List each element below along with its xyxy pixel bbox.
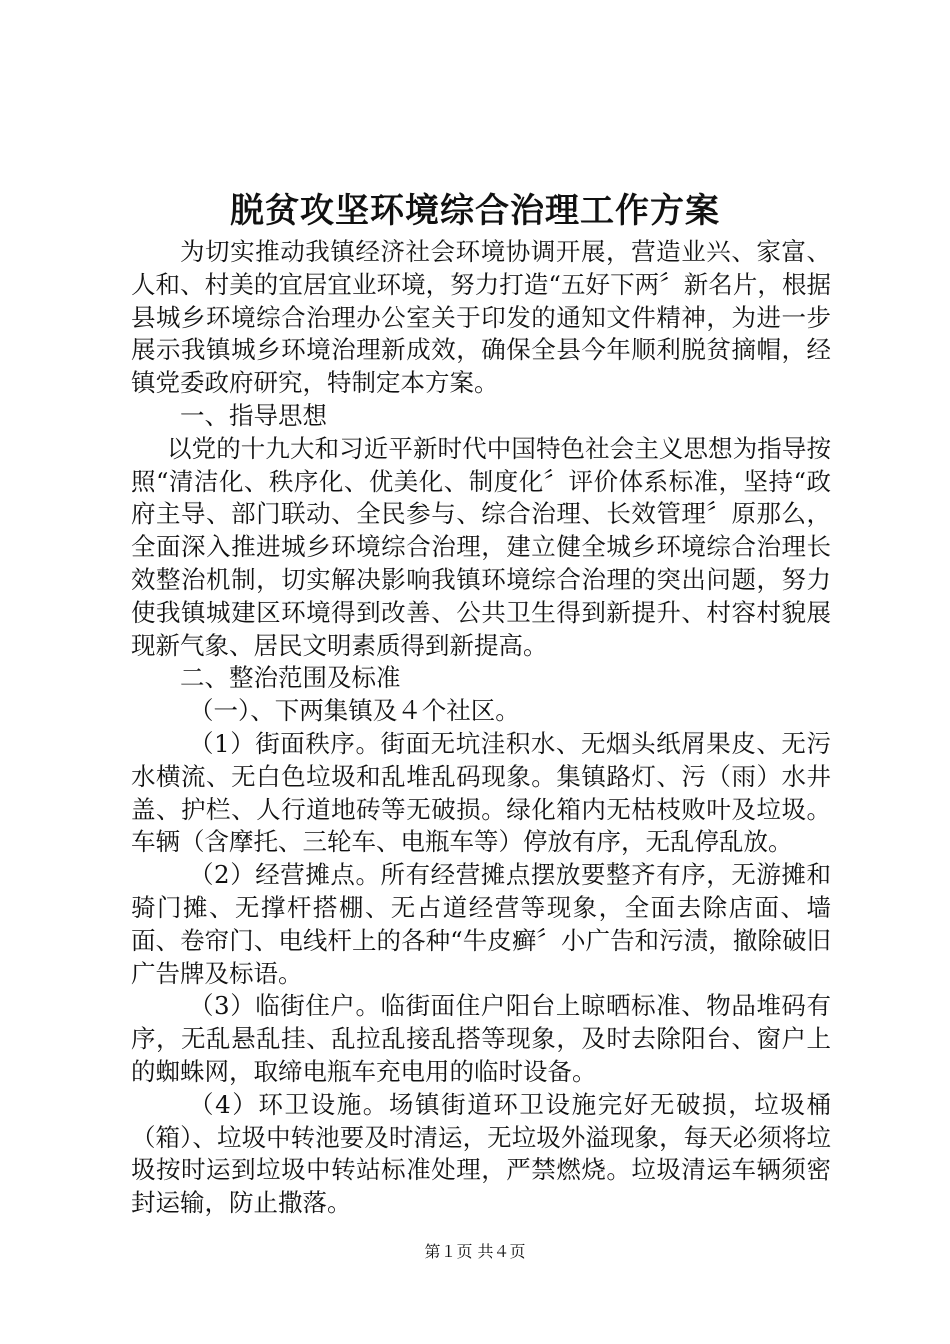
document-title: 脱贫攻坚环境综合治理工作方案 <box>230 191 720 231</box>
page-number: 第１页 共４页 <box>424 1242 526 1261</box>
document-body <box>131 236 831 1220</box>
body-paragraph: 以党的十九大和习近平新时代中国特色社会主义思想为指导按照“清洁化、秩序化、优美化、制度化〞评价体系标准，坚持“政府主导、部门联动、全民参与、综合治理、长效管理〞原那么，全面深入推进城乡环境综合治理，建立健全城乡环境综合治理长效整治机制，切实解决影响我镇环境综合治理的突出问题，努力使我镇城建区环境得到改善、公共卫生得到新提升、村容村貌展现新气象、居民文明素质得到新提高。 <box>131 433 831 660</box>
section-heading: 二、整治范围及标准 <box>180 663 401 693</box>
intro-paragraph: 为切实推动我镇经济社会环境协调开展，营造业兴、家富、人和、村美的宜居宜业环境，努力打造“五好下两〞新名片，根据县城乡环境综合治理办公室关于印发的通知文件精神，为进一步展示我镇城乡环境治理新成效，确保全县今年顺利脱贫摘帽，经镇党委政府研究，特制定本方案。 <box>131 237 831 398</box>
body-paragraph: （3）临街住户。临街面住户阳台上晾晒标准、物品堆码有序，无乱悬乱挂、乱拉乱接乱搭等现象，及时去除阳台、窗户上的蜘蛛网，取缔电瓶车充电用的临时设备。 <box>131 991 831 1086</box>
body-paragraph: （4）环卫设施。场镇街道环卫设施完好无破损，垃圾桶（箱）、垃圾中转池要及时清运，无垃圾外溢现象，每天必须将垃圾按时运到垃圾中转站标准处理，严禁燃烧。垃圾清运车辆须密封运输，防止撒落。 <box>131 1089 831 1218</box>
body-paragraph: （1）街面秩序。街面无坑洼积水、无烟头纸屑果皮、无污水横流、无白色垃圾和乱堆乱码现象。集镇路灯、污（雨）水井盖、护栏、人行道地砖等无破损。绿化箱内无枯枝败叶及垃圾。车辆（含摩托、三轮车、电瓶车等）停放有序，无乱停乱放。 <box>131 728 831 857</box>
subsection-heading: （一）、下两集镇及４个社区。 <box>189 696 520 726</box>
section-heading: 一、指导思想 <box>180 400 327 430</box>
body-paragraph: （2）经营摊点。所有经营摊点摆放要整齐有序，无游摊和骑门摊、无撑杆搭棚、无占道经营等现象，全面去除店面、墙面、卷帘门、电线杆上的各种“牛皮癣〞小广告和污渍，撤除破旧广告牌及标语。 <box>131 860 831 988</box>
